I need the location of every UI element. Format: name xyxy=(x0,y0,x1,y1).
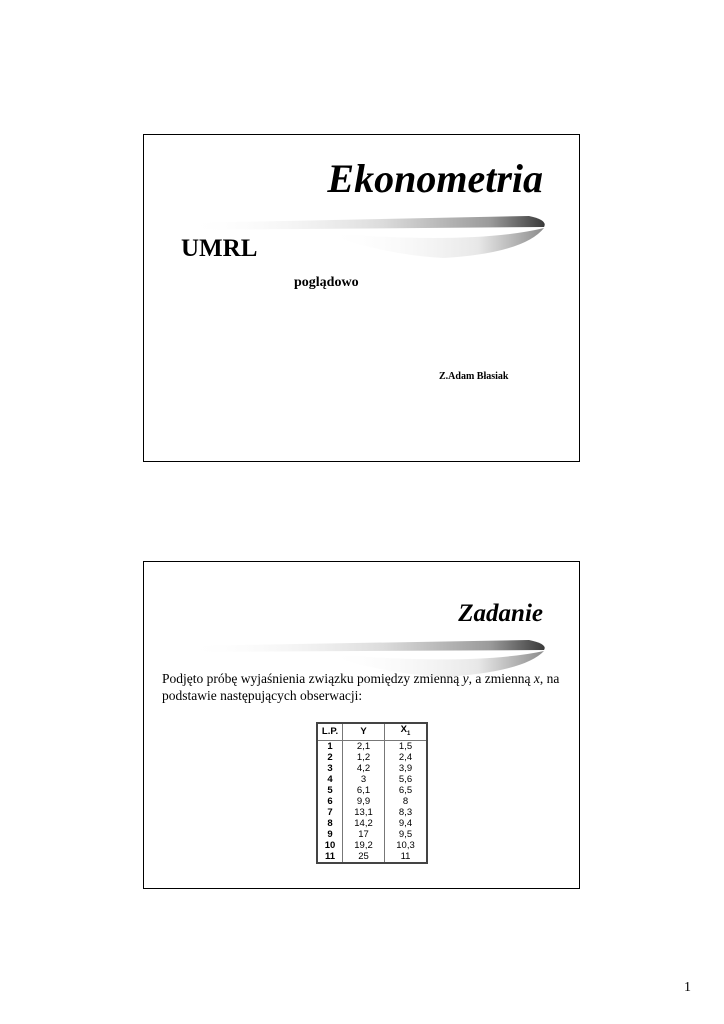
table-row xyxy=(317,740,427,752)
cell-lp: 7 xyxy=(317,807,343,818)
table-row xyxy=(317,840,427,851)
table-row xyxy=(317,807,427,818)
cell-x1: 8,3 xyxy=(385,807,428,818)
slide-title: Ekonometria xyxy=(327,156,543,201)
cell-lp: 11 xyxy=(317,851,343,863)
cell-y: 17 xyxy=(343,829,385,840)
cell-x1: 1,5 xyxy=(385,740,428,752)
cell-y: 4,2 xyxy=(343,763,385,774)
cell-lp: 4 xyxy=(317,774,343,785)
column-header-y: Y xyxy=(343,723,385,740)
table-row xyxy=(317,829,427,840)
task-slide xyxy=(143,561,580,889)
author-name: Z.Adam Błasiak xyxy=(439,371,509,382)
table-header-row xyxy=(317,723,427,740)
table-row xyxy=(317,796,427,807)
table-row xyxy=(317,763,427,774)
cell-y: 19,2 xyxy=(343,840,385,851)
slide-subtitle-secondary: poglądowo xyxy=(294,275,359,290)
slide-subtitle: UMRL xyxy=(181,235,258,262)
cell-y: 2,1 xyxy=(343,740,385,752)
cell-x1: 10,3 xyxy=(385,840,428,851)
cell-x1: 9,5 xyxy=(385,829,428,840)
table-row xyxy=(317,785,427,796)
cell-x1: 8 xyxy=(385,796,428,807)
cell-x1: 5,6 xyxy=(385,774,428,785)
cell-lp: 5 xyxy=(317,785,343,796)
cell-lp: 9 xyxy=(317,829,343,840)
cell-lp: 10 xyxy=(317,840,343,851)
slide-title: Zadanie xyxy=(458,600,543,627)
column-header-x1: $X_1$ xyxy=(385,723,428,740)
task-description: Podjęto próbę wyjaśnienia związku pomiędzy zmienną y, a zmienną x, na podstawie następujących obserwacji: xyxy=(162,671,560,703)
cell-x1: 2,4 xyxy=(385,752,428,763)
table-row xyxy=(317,818,427,829)
cell-x1: 9,4 xyxy=(385,818,428,829)
cell-lp: 2 xyxy=(317,752,343,763)
cell-lp: 1 xyxy=(317,740,343,752)
observations-table xyxy=(316,722,428,864)
cell-y: 3 xyxy=(343,774,385,785)
table-row xyxy=(317,851,427,863)
table-row xyxy=(317,774,427,785)
cell-x1: 3,9 xyxy=(385,763,428,774)
cell-lp: 6 xyxy=(317,796,343,807)
table-row xyxy=(317,752,427,763)
cell-y: 1,2 xyxy=(343,752,385,763)
cell-y: 14,2 xyxy=(343,818,385,829)
cell-y: 25 xyxy=(343,851,385,863)
page-number: 1 xyxy=(684,980,691,995)
cell-x1: 6,5 xyxy=(385,785,428,796)
title-slide xyxy=(143,134,580,462)
cell-y: 13,1 xyxy=(343,807,385,818)
cell-x1: 11 xyxy=(385,851,428,863)
cell-lp: 3 xyxy=(317,763,343,774)
cell-y: 9,9 xyxy=(343,796,385,807)
cell-y: 6,1 xyxy=(343,785,385,796)
column-header-lp: L.P. xyxy=(317,723,343,740)
cell-lp: 8 xyxy=(317,818,343,829)
